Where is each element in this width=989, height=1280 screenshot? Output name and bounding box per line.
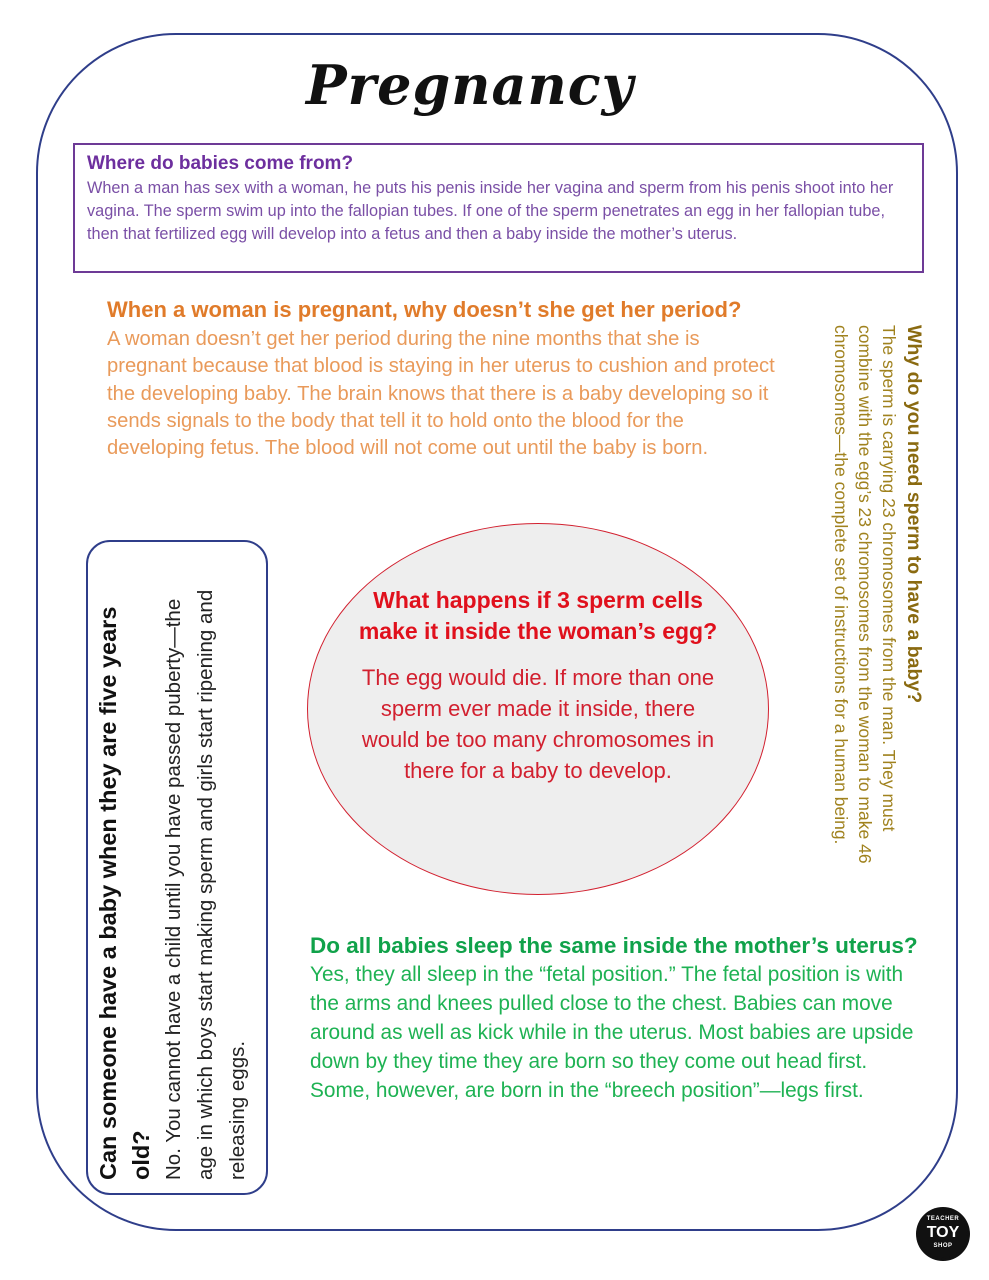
sperm-need-question: Why do you need sperm to have a baby? xyxy=(903,325,925,704)
sperm-need-section xyxy=(787,325,927,885)
period-section xyxy=(107,296,777,462)
page-title: Pregnancy xyxy=(306,53,634,117)
babies-origin-answer: When a man has sex with a woman, he puts his penis inside her vagina and sperm from his penis shoot into her vagina. The sperm swim up into the fallopian tubes. If one of the sperm penetrates an egg in her fallopian tube, then that fertilized egg will develop into a fetus and then a baby inside the mother’s uterus. xyxy=(87,179,894,243)
three-sperm-answer: The egg would die. If more than one sperm ever made it inside, there would be too many chromosomes in there for a baby to develop. xyxy=(361,665,715,783)
babies-origin-box xyxy=(73,143,924,273)
period-question: When a woman is pregnant, why doesn’t she get her period? xyxy=(107,297,742,322)
five-years-section xyxy=(88,560,266,1180)
logo-bottom-text: SHOP xyxy=(933,1243,953,1249)
sleep-question: Do all babies sleep the same inside the mother’s uterus? xyxy=(310,933,918,958)
period-answer: A woman doesn’t get her period during the nine months that she is pregnant because that blood is staying in her uterus to cushion and protect the developing baby. The brain knows that there is a baby developing so it sends signals to the body that tell it to hold onto the blood for the developing fetus. The blood will not come out until the baby is born. xyxy=(107,328,775,460)
sleep-answer: Yes, they all sleep in the “fetal position.” The fetal position is with the arms and knees pulled close to the chest. Babies can move around as well as kick while in the uterus. Most babies are upside down by they time they are born so they come out head first. Some, however, are born in the “breech position”—legs first. xyxy=(310,963,914,1102)
logo-middle-text: TOY xyxy=(926,1224,960,1241)
five-years-question: Can someone have a baby when they are five years old? xyxy=(95,606,154,1180)
sleep-section xyxy=(310,931,920,1105)
logo-top-text: TEACHER xyxy=(926,1216,960,1222)
three-sperm-section xyxy=(350,585,726,786)
teacher-toy-shop-logo xyxy=(916,1207,970,1261)
sperm-need-answer: The sperm is carrying 23 chromosomes from the man. They must combine with the egg’s 23 chromosomes from the woman to make 46 chromosomes—the complete set of instructions for a human being. xyxy=(831,325,899,864)
three-sperm-question: What happens if 3 sperm cells make it inside the woman’s egg? xyxy=(358,587,718,644)
babies-origin-question: Where do babies come from? xyxy=(87,153,354,174)
five-years-answer: No. You cannot have a child until you have passed puberty—the age in which boys start making sperm and girls start ripening and releasing eggs. xyxy=(162,589,249,1180)
